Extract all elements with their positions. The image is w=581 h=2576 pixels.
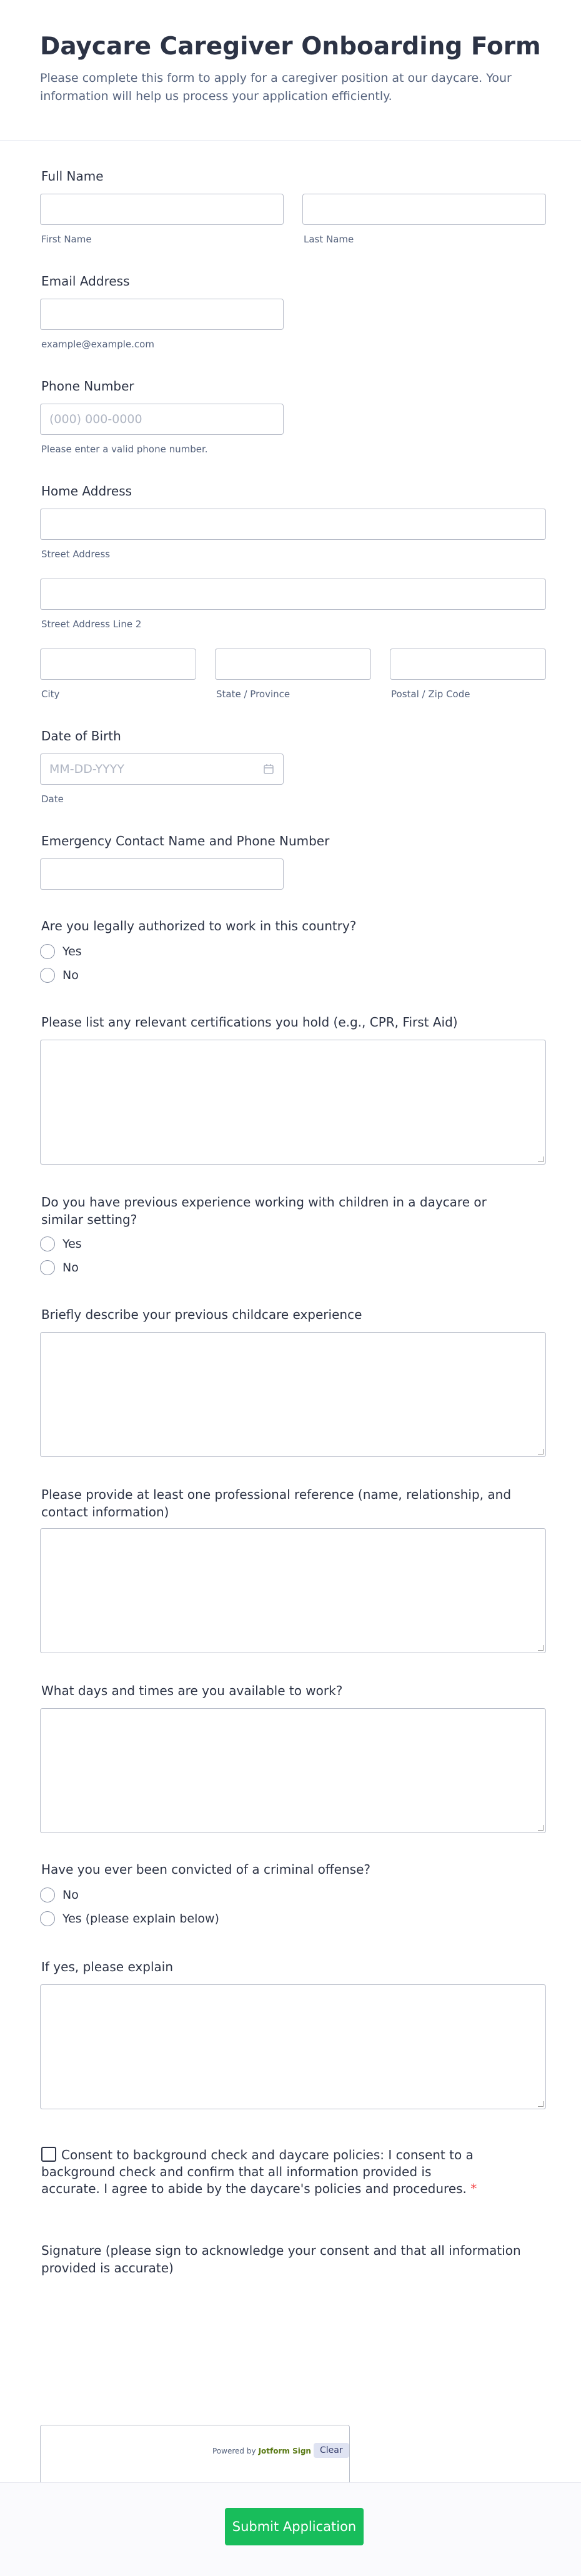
emergency-label: Emergency Contact Name and Phone Number bbox=[41, 833, 330, 848]
phone-placeholder: (000) 000-0000 bbox=[49, 412, 142, 426]
criminal-options bbox=[40, 1883, 219, 1931]
radio-button[interactable] bbox=[40, 944, 55, 959]
full-name-label-text: Full Name bbox=[41, 169, 104, 184]
explain-textarea[interactable] bbox=[40, 1984, 546, 2109]
form-header bbox=[0, 0, 581, 141]
powered-by-row bbox=[212, 2447, 311, 2455]
submit-button[interactable]: Submit Application bbox=[225, 2508, 364, 2545]
dob-input[interactable] bbox=[40, 753, 284, 785]
experience-option-yes[interactable]: Yes bbox=[40, 1232, 82, 1256]
phone-label: Phone Number bbox=[41, 379, 134, 394]
powered-by-text: Powered by bbox=[212, 2447, 256, 2455]
emergency-input[interactable] bbox=[40, 858, 284, 890]
first-name-input[interactable] bbox=[40, 194, 284, 225]
explain-label: If yes, please explain bbox=[41, 1959, 173, 1974]
email-input[interactable] bbox=[40, 299, 284, 330]
radio-button[interactable] bbox=[40, 1887, 55, 1902]
experience-options bbox=[40, 1232, 82, 1280]
clear-signature-button[interactable]: Clear bbox=[314, 2443, 349, 2458]
radio-button[interactable] bbox=[40, 1911, 55, 1926]
consent-checkbox-row[interactable] bbox=[41, 2147, 491, 2197]
first-name-sublabel: First Name bbox=[41, 234, 92, 245]
form-footer bbox=[0, 2482, 581, 2576]
phone-input[interactable] bbox=[40, 404, 284, 435]
reference-textarea[interactable] bbox=[40, 1528, 546, 1653]
signature-label: Signature (please sign to acknowledge your consent and that all information provided is accurate) bbox=[41, 2243, 521, 2275]
zip-sublabel: Postal / Zip Code bbox=[391, 689, 470, 700]
criminal-option-yes[interactable]: Yes (please explain below) bbox=[40, 1907, 219, 1931]
radio-button[interactable] bbox=[40, 1236, 55, 1251]
city-input[interactable] bbox=[40, 649, 196, 680]
form-subtitle: Please complete this form to apply for a caregiver position at our daycare. Your information will help us process your application efficiently. bbox=[40, 71, 512, 104]
authorized-option-no[interactable]: No bbox=[40, 963, 82, 987]
consent-text: Consent to background check and daycare policies: I consent to a background check and confirm that all information provided is accurate. I agree to abide by the daycare's policies and procedures. bbox=[41, 2147, 474, 2196]
experience-description-label: Briefly describe your previous childcare experience bbox=[41, 1307, 362, 1322]
zip-input[interactable] bbox=[390, 649, 546, 680]
street-address-2-input[interactable] bbox=[40, 579, 546, 610]
required-asterisk: * bbox=[470, 2181, 477, 2196]
street-address-input[interactable] bbox=[40, 509, 546, 540]
email-sublabel: example@example.com bbox=[41, 339, 154, 350]
radio-button[interactable] bbox=[40, 968, 55, 983]
radio-button[interactable] bbox=[40, 1260, 55, 1275]
criminal-label: Have you ever been convicted of a criminal offense? bbox=[41, 1862, 371, 1877]
jotform-sign-brand: Jotform Sign bbox=[258, 2447, 311, 2455]
experience-description-textarea[interactable] bbox=[40, 1332, 546, 1457]
certifications-textarea[interactable] bbox=[40, 1040, 546, 1165]
dob-placeholder: MM-DD-YYYY bbox=[49, 762, 124, 776]
state-input[interactable] bbox=[215, 649, 371, 680]
experience-question-label: Do you have previous experience working with children in a daycare or similar setting? bbox=[41, 1195, 487, 1227]
dob-label: Date of Birth bbox=[41, 729, 121, 743]
reference-label: Please provide at least one professional reference (name, relationship, and contact information) bbox=[41, 1487, 512, 1519]
experience-option-no[interactable]: No bbox=[40, 1256, 82, 1280]
authorized-label: Are you legally authorized to work in this country? bbox=[41, 918, 357, 933]
authorized-options bbox=[40, 940, 82, 987]
street-address-2-sublabel: Street Address Line 2 bbox=[41, 619, 142, 630]
dob-sublabel: Date bbox=[41, 793, 64, 805]
last-name-input[interactable] bbox=[302, 194, 546, 225]
criminal-option-no[interactable]: No bbox=[40, 1883, 219, 1907]
state-sublabel: State / Province bbox=[216, 689, 290, 700]
phone-sublabel: Please enter a valid phone number. bbox=[41, 444, 208, 455]
certifications-label: Please list any relevant certifications you hold (e.g., CPR, First Aid) bbox=[41, 1015, 458, 1030]
form-title: Daycare Caregiver Onboarding Form bbox=[40, 32, 541, 61]
availability-textarea[interactable] bbox=[40, 1708, 546, 1833]
street-address-sublabel: Street Address bbox=[41, 549, 111, 560]
address-label: Home Address bbox=[41, 484, 132, 499]
consent-checkbox[interactable] bbox=[41, 2147, 56, 2162]
email-label: Email Address bbox=[41, 274, 130, 289]
city-sublabel: City bbox=[41, 689, 60, 700]
last-name-sublabel: Last Name bbox=[304, 234, 354, 245]
availability-label: What days and times are you available to work? bbox=[41, 1683, 343, 1698]
authorized-option-yes[interactable]: Yes bbox=[40, 940, 82, 963]
calendar-icon[interactable] bbox=[263, 763, 274, 775]
